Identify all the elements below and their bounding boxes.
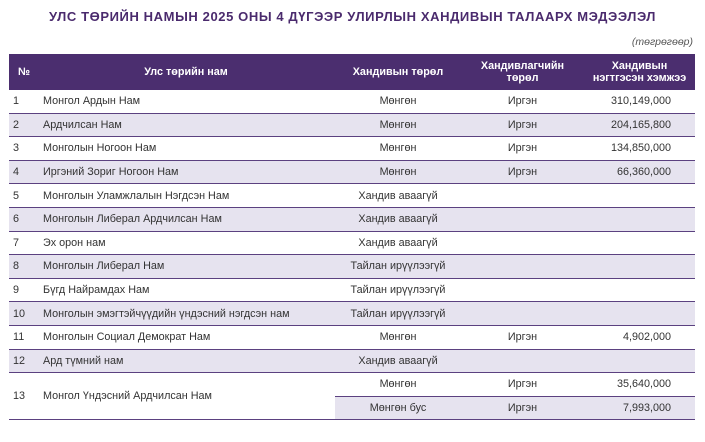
row-number: 12: [9, 349, 37, 373]
donation-type: Мөнгөн: [335, 90, 461, 113]
donor-type: [461, 207, 584, 231]
party-name: Иргэний Зориг Ногоон Нам: [37, 160, 335, 184]
donation-amount: 4,902,000: [584, 325, 695, 349]
donor-type: [461, 231, 584, 255]
party-name: Монгол Ардын Нам: [37, 90, 335, 113]
donor-type: Иргэн: [461, 160, 584, 184]
donor-type: Иргэн: [461, 90, 584, 113]
donation-amount: 7,993,000: [584, 396, 695, 420]
donation-type: Мөнгөн: [335, 325, 461, 349]
donation-type: Тайлан ирүүлээгүй: [335, 302, 461, 326]
header-amount: Хандивын нэгтгэсэн хэмжээ: [584, 54, 695, 90]
table-row: [9, 349, 695, 373]
header-donor-type: Хандивлагчийн төрөл: [461, 54, 584, 90]
donation-amount: [584, 207, 695, 231]
donation-amount: [584, 184, 695, 208]
party-name: Монголын Либерал Ардчилсан Нам: [37, 207, 335, 231]
donor-type: Иргэн: [461, 325, 584, 349]
row-number: 4: [9, 160, 37, 184]
party-name: Монголын Ногоон Нам: [37, 137, 335, 161]
party-name: Эх орон нам: [37, 231, 335, 255]
row-number: 3: [9, 137, 37, 161]
table-row: [9, 325, 695, 349]
header-donation-type: Хандивын төрөл: [335, 54, 461, 90]
party-name: Монголын эмэгтэйчүүдийн үндэсний нэгдсэн нам: [37, 302, 335, 326]
donation-amount: 310,149,000: [584, 90, 695, 113]
donor-type: [461, 255, 584, 279]
donor-type: Иргэн: [461, 137, 584, 161]
donor-type: [461, 184, 584, 208]
donation-amount: 35,640,000: [584, 373, 695, 397]
donation-amount: 204,165,800: [584, 113, 695, 137]
donor-type: Иргэн: [461, 373, 584, 397]
donation-amount: [584, 302, 695, 326]
table-row: [9, 184, 695, 208]
donation-amount: [584, 278, 695, 302]
donor-type: [461, 278, 584, 302]
row-number: 11: [9, 325, 37, 349]
donation-type: Мөнгөн: [335, 137, 461, 161]
party-name: Бүгд Найрамдах Нам: [37, 278, 335, 302]
row-number: 8: [9, 255, 37, 279]
donation-type: Мөнгөн бус: [335, 396, 461, 420]
row-number: 13: [9, 373, 37, 420]
donor-type: [461, 302, 584, 326]
donation-type: Мөнгөн: [335, 373, 461, 397]
table-header-row: [9, 54, 695, 90]
table-row: [9, 278, 695, 302]
party-name: Ард түмний нам: [37, 349, 335, 373]
row-number: 9: [9, 278, 37, 302]
party-name: Ардчилсан Нам: [37, 113, 335, 137]
table-row: [9, 373, 695, 397]
row-number: 7: [9, 231, 37, 255]
table-row: [9, 137, 695, 161]
donation-type: Мөнгөн: [335, 160, 461, 184]
party-name: Монголын Социал Демократ Нам: [37, 325, 335, 349]
donation-type: Хандив аваагүй: [335, 207, 461, 231]
donor-type: Иргэн: [461, 396, 584, 420]
donation-type: Мөнгөн: [335, 113, 461, 137]
donation-type: Тайлан ирүүлээгүй: [335, 278, 461, 302]
donation-amount: [584, 255, 695, 279]
party-name: Монголын Уламжлалын Нэгдсэн Нам: [37, 184, 335, 208]
table-row: [9, 255, 695, 279]
row-number: 1: [9, 90, 37, 113]
party-name: Монголын Либерал Нам: [37, 255, 335, 279]
donation-type: Хандив аваагүй: [335, 184, 461, 208]
table-row: [9, 231, 695, 255]
page-title: УЛС ТӨРИЙН НАМЫН 2025 ОНЫ 4 ДҮГЭЭР УЛИРЛЫН ХАНДИВЫН ТАЛААРХ МЭДЭЭЛЭЛ: [48, 9, 657, 24]
donor-type: [461, 349, 584, 373]
donation-amount: [584, 349, 695, 373]
table-row: [9, 302, 695, 326]
donation-amount: 134,850,000: [584, 137, 695, 161]
table-row: [9, 90, 695, 113]
header-number: №: [9, 54, 37, 90]
table-row: [9, 113, 695, 137]
row-number: 2: [9, 113, 37, 137]
row-number: 5: [9, 184, 37, 208]
party-name: Монгол Үндэсний Ардчилсан Нам: [37, 373, 335, 420]
header-party: Улс төрийн нам: [37, 54, 335, 90]
unit-note: (төгрөгөөр): [631, 36, 693, 48]
donation-type: Хандив аваагүй: [335, 231, 461, 255]
donor-type: Иргэн: [461, 113, 584, 137]
row-number: 10: [9, 302, 37, 326]
donation-amount: 66,360,000: [584, 160, 695, 184]
row-number: 6: [9, 207, 37, 231]
donation-amount: [584, 231, 695, 255]
donation-type: Хандив аваагүй: [335, 349, 461, 373]
table-row: [9, 207, 695, 231]
donation-table: [9, 54, 695, 420]
donation-type: Тайлан ирүүлээгүй: [335, 255, 461, 279]
table-row: [9, 160, 695, 184]
